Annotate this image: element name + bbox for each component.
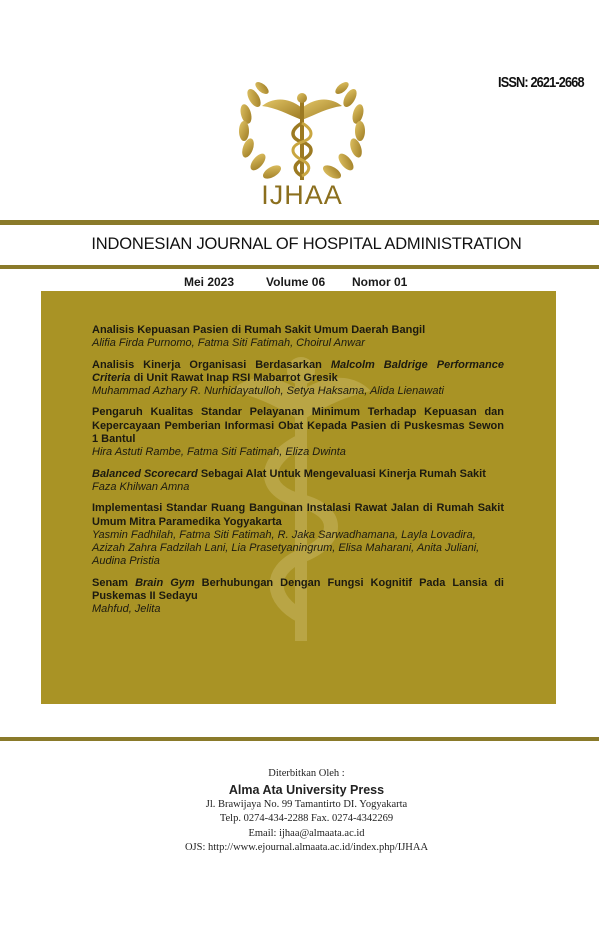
issn-label: ISSN: 2621-2668 bbox=[498, 74, 584, 91]
issue-number: Nomor 01 bbox=[352, 275, 408, 289]
publisher-phone: Telp. 0274-434-2288 Fax. 0274-4342269 bbox=[219, 813, 394, 824]
divider-bottom bbox=[0, 737, 599, 741]
article-item bbox=[92, 468, 504, 495]
article-title: Balanced Scorecard Sebagai Alat Untuk Mengevaluasi Kinerja Rumah Sakit bbox=[92, 467, 486, 480]
journal-title: INDONESIAN JOURNAL OF HOSPITAL ADMINISTRATION bbox=[91, 235, 522, 253]
article-authors: Alifia Firda Purnomo, Fatma Siti Fatimah, Choirul Anwar bbox=[92, 337, 365, 350]
article-item bbox=[92, 577, 504, 617]
article-title: Analisis Kinerja Organisasi Berdasarkan Malcolm Baldrige Performance Criteria di Unit Rawat Inap RSI Mabarrot Gresik bbox=[92, 358, 504, 384]
issue-volume: Volume 06 bbox=[266, 275, 326, 289]
article-title: Senam Brain Gym Berhubungan Dengan Fungsi Kognitif Pada Lansia di Puskemas II Sedayu bbox=[92, 576, 504, 603]
article-title: Pengaruh Kualitas Standar Pelayanan Minimum Terhadap Kepuasan dan Kepercayaan Pemberian Informasi Obat Kepada Pasien di Puskesmas Sewon 1 Bantul bbox=[92, 406, 504, 446]
article-title: Implementasi Standar Ruang Bangunan Instalasi Rawat Jalan di Rumah Sakit Umum Mitra Paramedika Yogyakarta bbox=[92, 502, 504, 528]
article-authors: Faza Khilwan Amna bbox=[92, 480, 190, 493]
article-item bbox=[92, 406, 504, 459]
publisher-ojs-link[interactable]: OJS: http://www.ejournal.almaata.ac.id/index.php/IJHAA bbox=[184, 842, 429, 853]
article-item bbox=[92, 359, 504, 399]
article-item bbox=[92, 502, 504, 568]
publisher-address: Jl. Brawijaya No. 99 Tamantirto DI. Yogyakarta bbox=[205, 798, 408, 810]
divider-top bbox=[0, 220, 599, 225]
publisher-block bbox=[0, 767, 613, 856]
article-authors: Yasmin Fadhilah, Fatma Siti Fatimah, R. Jaka Sarwadhamana, Layla Lovadira, Azizah Zahra Fadzilah Lani, Lia Prasetyaningrum, Elisa Maharani, Anita Juliani, Audina Pristia bbox=[92, 528, 480, 568]
issue-date: Mei 2023 bbox=[184, 275, 235, 289]
laurel-caduceus-icon bbox=[232, 68, 372, 188]
publisher-label: Diterbitkan Oleh : bbox=[268, 768, 345, 779]
article-authors: Hira Astuti Rambe, Fatma Siti Fatimah, Eliza Dwinta bbox=[92, 446, 346, 459]
logo-wordmark: IJHAA bbox=[261, 180, 343, 210]
article-item bbox=[92, 324, 504, 351]
contents-panel bbox=[41, 291, 556, 704]
divider-below-title bbox=[0, 265, 599, 269]
publisher-email[interactable]: Email: ijhaa@almaata.ac.id bbox=[248, 827, 365, 839]
article-authors: Mahfud, Jelita bbox=[92, 603, 161, 616]
article-authors: Muhammad Azhary R. Nurhidayatulloh, Setya Haksama, Alida Lienawati bbox=[92, 385, 444, 398]
article-list bbox=[92, 324, 504, 625]
article-title: Analisis Kepuasan Pasien di Rumah Sakit Umum Daerah Bangil bbox=[92, 324, 426, 336]
publisher-name: Alma Ata University Press bbox=[228, 782, 385, 797]
